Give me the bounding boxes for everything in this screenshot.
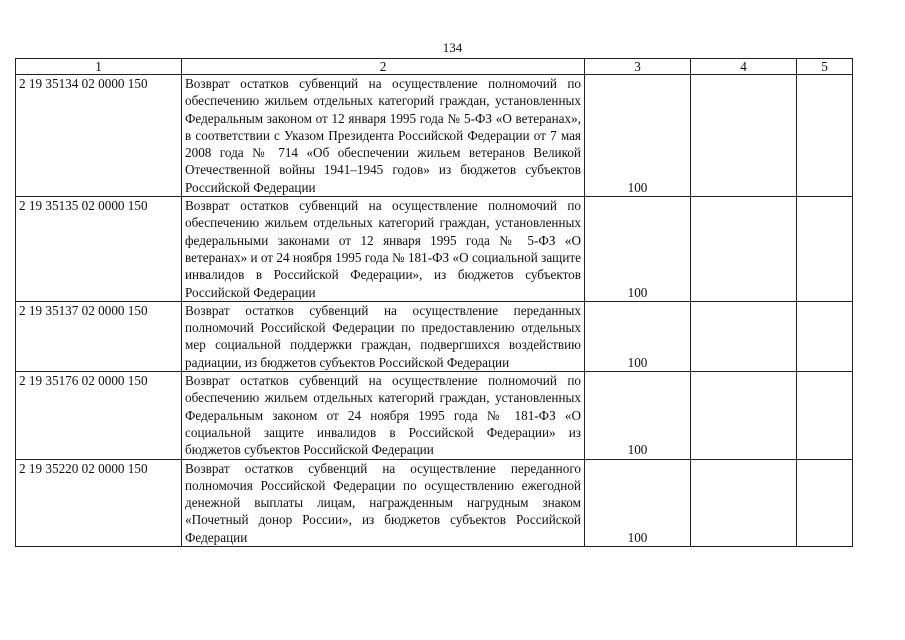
empty-cell	[691, 75, 797, 197]
empty-cell	[797, 459, 853, 546]
empty-cell	[691, 372, 797, 459]
budget-code-cell: 2 19 35134 02 0000 150	[16, 75, 182, 197]
amount-cell: 100	[585, 459, 691, 546]
budget-code-cell: 2 19 35137 02 0000 150	[16, 301, 182, 371]
column-header-3: 3	[585, 59, 691, 75]
empty-cell	[691, 197, 797, 302]
amount-cell: 100	[585, 197, 691, 302]
page-number: 134	[442, 40, 463, 55]
description-cell: Возврат остатков субвенций на осуществление полномочий по обеспечению жильем отдельных категорий граждан, установленных Федеральным законом от 12 января 1995 года № 5-ФЗ «О ветеранах», в соответствии с Указом Президента Российской Федерации от 7 мая 2008 года № 714 «Об обеспечении жильем ветеранов Великой Отечественной войны 1941–1945 годов» из бюджетов субъектов Российской Федерации	[182, 75, 585, 197]
empty-cell	[797, 75, 853, 197]
table-row	[16, 372, 853, 459]
empty-cell	[797, 372, 853, 459]
table-header-row	[16, 59, 853, 75]
table-row	[16, 459, 853, 546]
description-cell: Возврат остатков субвенций на осуществление переданного полномочия Российской Федерации по осуществлению ежегодной денежной выплаты лицам, награжденным нагрудным знаком «Почетный донор России», из бюджетов субъектов Российской Федерации	[182, 459, 585, 546]
column-header-4: 4	[691, 59, 797, 75]
amount-cell: 100	[585, 301, 691, 371]
budget-code-cell: 2 19 35176 02 0000 150	[16, 372, 182, 459]
description-cell: Возврат остатков субвенций на осуществление переданных полномочий Российской Федерации по предоставлению отдельных мер социальной поддержки граждан, подвергшихся воздействию радиации, из бюджетов субъектов Российской Федерации	[182, 301, 585, 371]
amount-cell: 100	[585, 75, 691, 197]
empty-cell	[691, 301, 797, 371]
empty-cell	[797, 197, 853, 302]
table-row	[16, 197, 853, 302]
column-header-5: 5	[797, 59, 853, 75]
empty-cell	[797, 301, 853, 371]
amount-cell: 100	[585, 372, 691, 459]
table-row	[16, 301, 853, 371]
description-cell: Возврат остатков субвенций на осуществление полномочий по обеспечению жильем отдельных категорий граждан, установленных Федеральным законом от 24 ноября 1995 года № 181-ФЗ «О социальной защите инвалидов в Российской Федерации» из бюджетов субъектов Российской Федерации	[182, 372, 585, 459]
table-row	[16, 75, 853, 197]
budget-code-cell: 2 19 35220 02 0000 150	[16, 459, 182, 546]
budget-codes-table	[15, 58, 853, 547]
budget-code-cell: 2 19 35135 02 0000 150	[16, 197, 182, 302]
description-cell: Возврат остатков субвенций на осуществление полномочий по обеспечению жильем отдельных категорий граждан, установленных федеральными законами от 12 января 1995 года № 5-ФЗ «О ветеранах» и от 24 ноября 1995 года № 181-ФЗ «О социальной защите инвалидов в Российской Федерации», из бюджетов субъектов Российской Федерации	[182, 197, 585, 302]
empty-cell	[691, 459, 797, 546]
column-header-2: 2	[182, 59, 585, 75]
column-header-1: 1	[16, 59, 182, 75]
